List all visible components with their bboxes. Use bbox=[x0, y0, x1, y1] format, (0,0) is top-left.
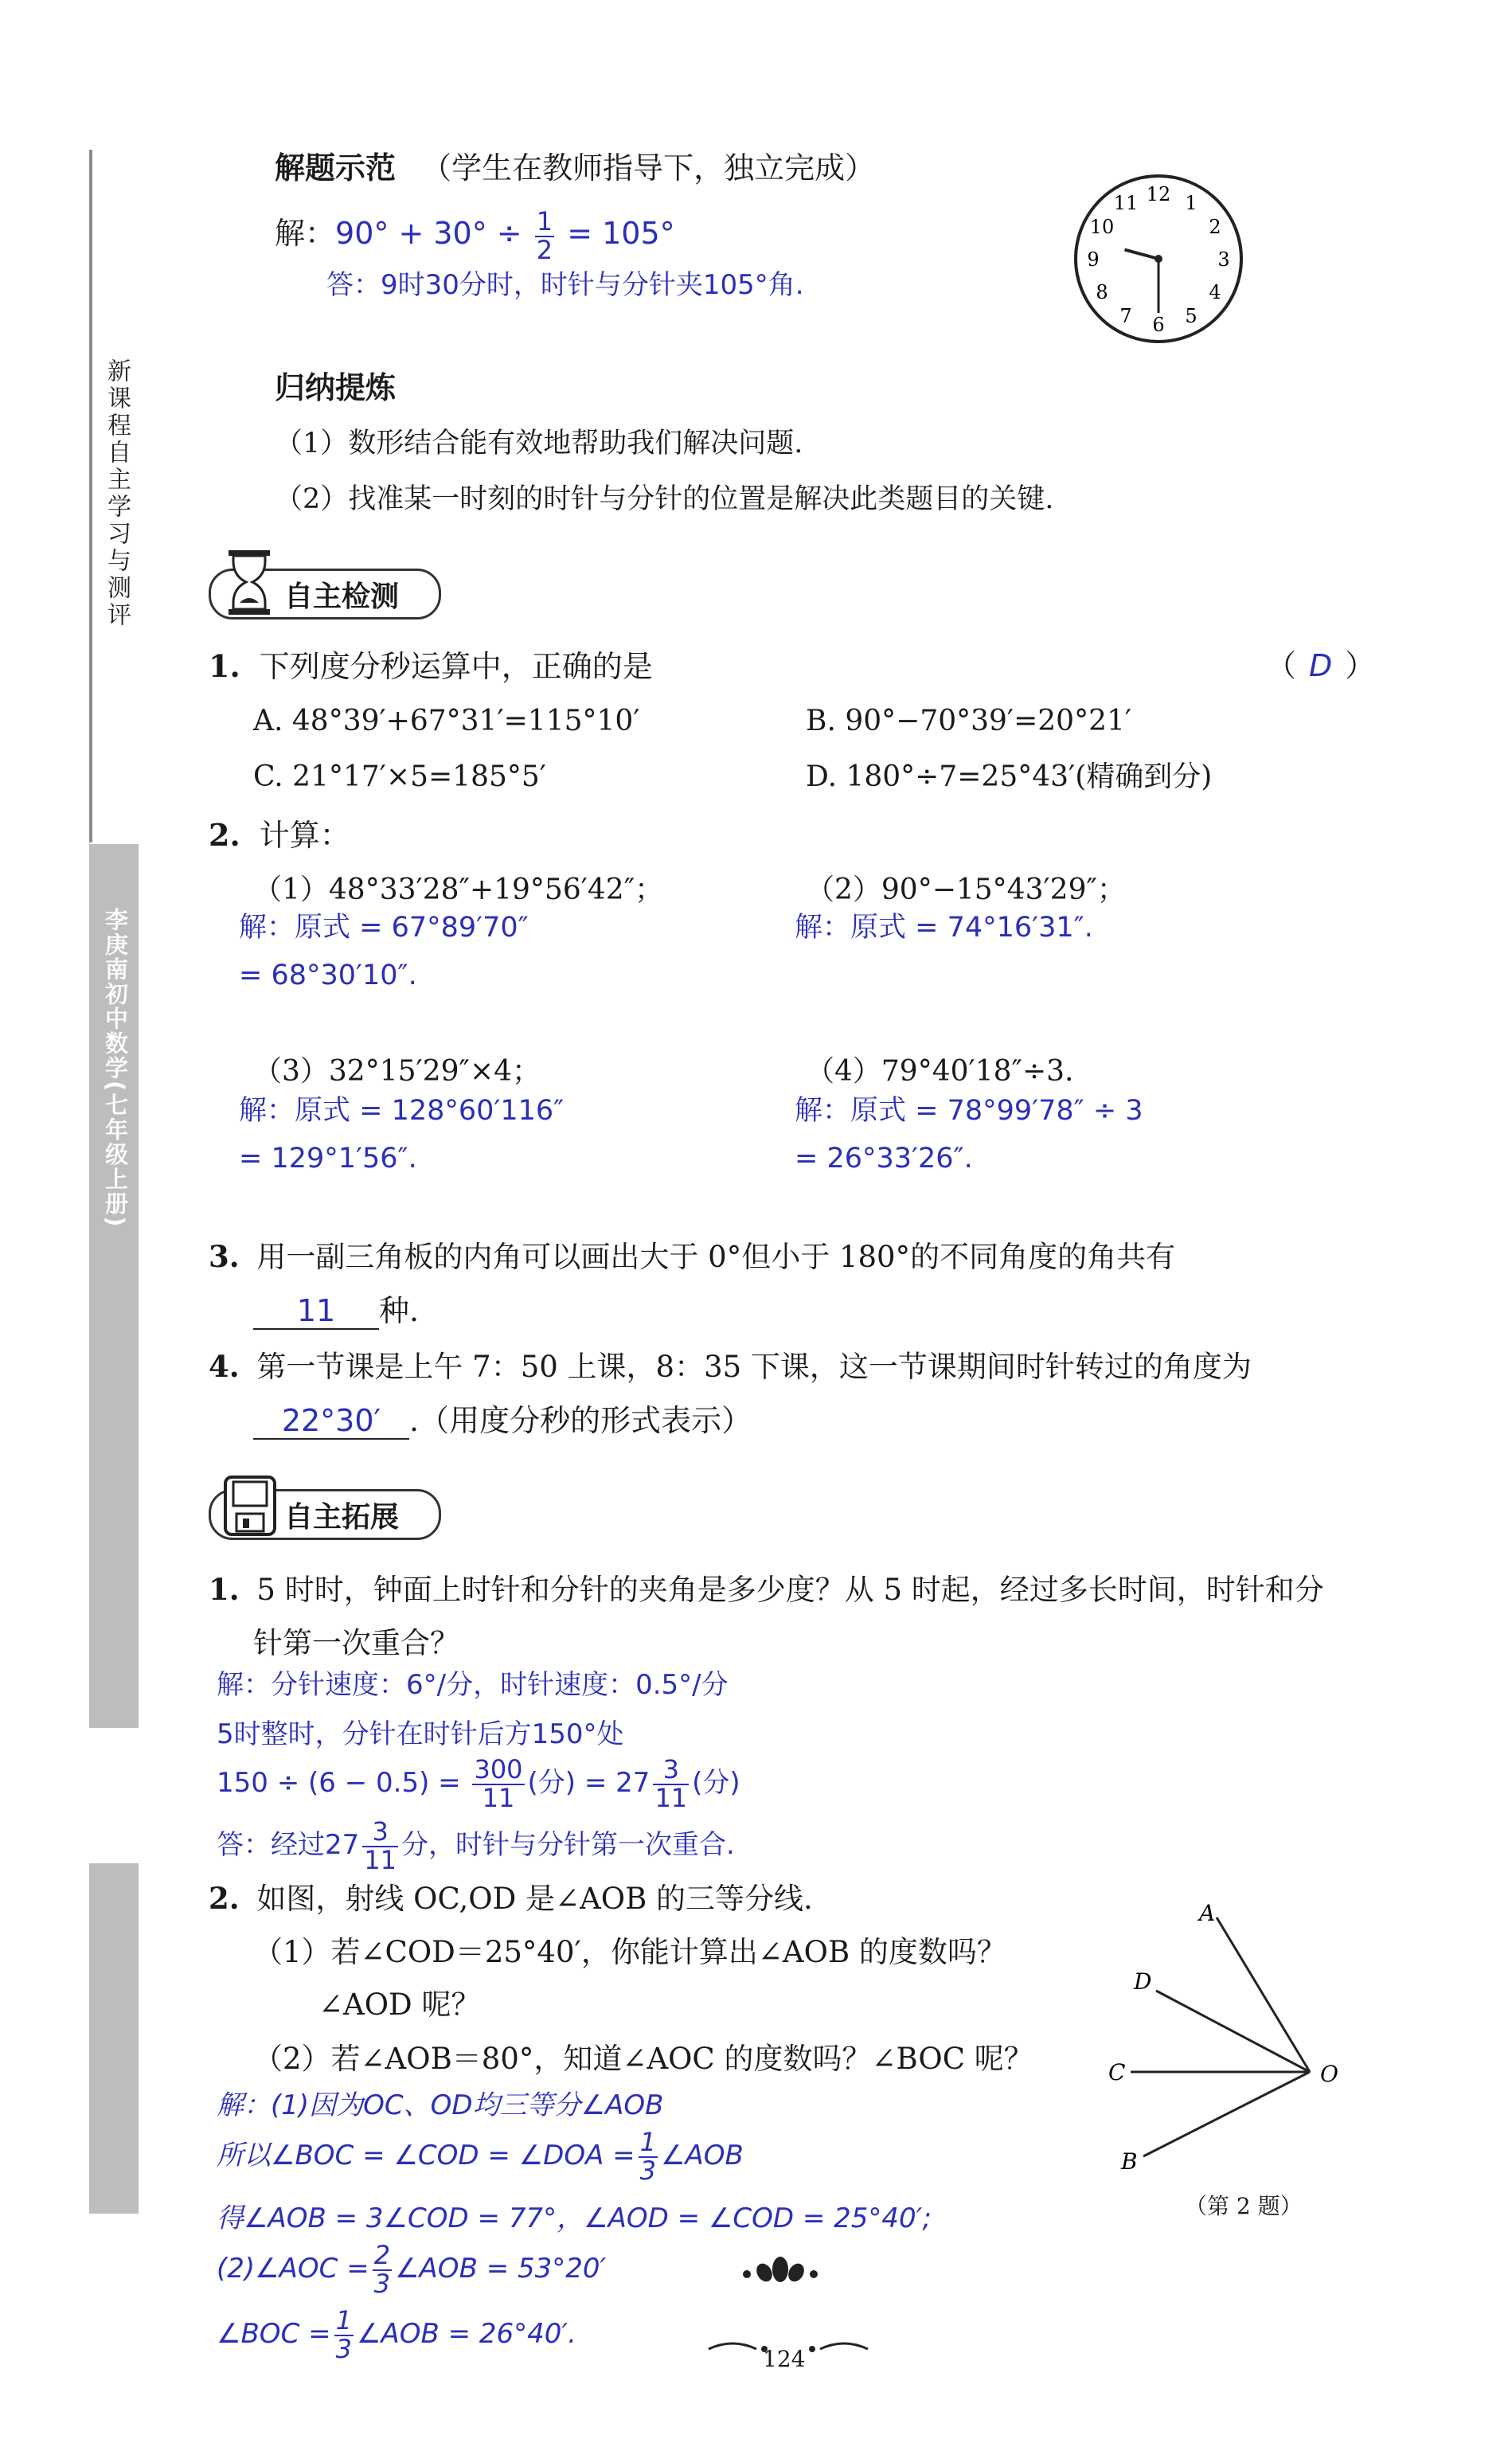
label-o: O bbox=[1320, 2061, 1338, 2087]
s1-q2-number: 2. bbox=[209, 817, 240, 853]
angle-figure bbox=[1099, 1903, 1362, 2182]
section-extension-badge bbox=[209, 1489, 441, 1540]
a2-fraction: $\frac{1}{3}$ bbox=[639, 2127, 657, 2186]
ans3-right: (分) bbox=[692, 1767, 740, 1800]
sidebar-book-title: 李庚南初中数学(七年级上册) bbox=[102, 908, 129, 1229]
sidebar-series-title: 新课程自主学习与测评 bbox=[103, 358, 131, 629]
s2-q2-ans5 bbox=[217, 2305, 576, 2364]
ans3-mid: (分) = 27 bbox=[527, 1767, 651, 1800]
s2-q2-part2: （2）若∠AOB＝80°，知道∠AOC 的度数吗？∠BOC 呢？ bbox=[253, 2042, 1033, 2076]
a5-fraction: $\frac{1}{3}$ bbox=[335, 2305, 352, 2364]
s1-q4-number: 4. bbox=[209, 1349, 240, 1384]
label-b: B bbox=[1121, 2148, 1138, 2175]
demo-title: 解题示范 bbox=[275, 150, 397, 186]
s1-q3-answer: 11 bbox=[253, 1295, 379, 1330]
s1-q2-part1-ans1: 解：原式 = 67°89′70″ bbox=[239, 912, 529, 944]
clock-number: 12 bbox=[1146, 183, 1171, 205]
clock-number: 11 bbox=[1113, 191, 1139, 214]
a5-left: ∠BOC = bbox=[217, 2318, 331, 2351]
s2-q1-text1: 5 时时，钟面上时针和分针的夹角是多少度？从 5 时起，经过多长时间，时针和分 bbox=[256, 1573, 1324, 1607]
clock-number: 10 bbox=[1089, 216, 1115, 238]
s1-q4-tail: .（用度分秒的形式表示） bbox=[409, 1403, 752, 1438]
clock-center bbox=[1155, 255, 1162, 263]
s1-q1-option-a: A. 48°39′+67°31′=115°10′ bbox=[253, 705, 640, 737]
clock-number: 3 bbox=[1217, 248, 1230, 271]
clock-number: 5 bbox=[1185, 305, 1197, 328]
s1-q4-stem bbox=[209, 1350, 1252, 1384]
s1-q2-part3-ans1: 解：原式 = 128°60′116″ bbox=[239, 1095, 565, 1127]
a4-left: (2)∠AOC = bbox=[217, 2253, 369, 2285]
s1-q1-text: 下列度分秒运算中，正确的是 bbox=[259, 649, 653, 684]
s1-q3-tail: 种. bbox=[379, 1293, 420, 1328]
section-self-check-label: 自主检测 bbox=[284, 580, 400, 613]
s2-q2-number: 2. bbox=[209, 1881, 240, 1916]
demo-fraction: $\frac{1}{2}$ bbox=[536, 206, 553, 265]
s2-q1-ans2: 5时整时，分针在时针后方150°处 bbox=[217, 1718, 624, 1750]
s2-q1-ans4 bbox=[217, 1816, 735, 1875]
s1-q2-part1: （1）48°33′28″+19°56′42″； bbox=[253, 874, 664, 906]
section-extension-label: 自主拓展 bbox=[284, 1501, 400, 1534]
label-c: C bbox=[1108, 2059, 1126, 2085]
s2-q2-part1b: ∠AOD 呢？ bbox=[318, 1988, 481, 2022]
ans3-fraction-1: $\frac{300}{11}$ bbox=[474, 1754, 523, 1813]
a2-left: 所以∠BOC = ∠COD = ∠DOA = bbox=[217, 2140, 635, 2172]
s1-q3-text: 用一副三角板的内角可以画出大于 0°但小于 180°的不同角度的角共有 bbox=[256, 1240, 1176, 1274]
s2-q2-stem bbox=[209, 1882, 813, 1916]
s1-q1-answer-paren bbox=[1266, 650, 1375, 683]
paren-left: （ bbox=[1266, 648, 1297, 683]
a4-fraction: $\frac{2}{3}$ bbox=[373, 2240, 391, 2299]
label-a: A bbox=[1199, 1903, 1216, 1926]
s2-q2-ans2 bbox=[217, 2129, 744, 2184]
ans4-right: 分，时针与分针第一次重合. bbox=[400, 1829, 735, 1862]
demo-subtitle: （学生在教师指导下，独立完成） bbox=[421, 150, 876, 186]
s2-q1-stem bbox=[209, 1573, 1324, 1607]
clock-number: 9 bbox=[1087, 248, 1100, 271]
a2-right: ∠AOB bbox=[661, 2140, 744, 2172]
ans4-fraction: $\frac{3}{11}$ bbox=[364, 1816, 397, 1875]
s2-q2-ans3: 得∠AOB = 3∠COD = 77°，∠AOD = ∠COD = 25°40′; bbox=[217, 2203, 932, 2234]
demo-expr-right: = 105° bbox=[567, 216, 675, 252]
summary-item-1: （1）数形结合能有效地帮助我们解决问题. bbox=[275, 428, 803, 459]
label-d: D bbox=[1134, 1968, 1152, 1995]
s1-q1-option-b: B. 90°−70°39′=20°21′ bbox=[806, 705, 1132, 737]
a5-right: ∠AOB = 26°40′. bbox=[356, 2318, 576, 2351]
s1-q2-part3-ans2: = 129°1′56″. bbox=[239, 1143, 417, 1175]
clock-number: 7 bbox=[1119, 305, 1132, 328]
ornament-icon bbox=[733, 2246, 828, 2285]
demo-answer: 答：9时30分时，时针与分针夹105°角. bbox=[326, 269, 804, 301]
s1-q1-answer: D bbox=[1309, 648, 1333, 683]
demo-sol-prefix: 解： bbox=[275, 216, 336, 252]
clock-number: 8 bbox=[1096, 281, 1108, 303]
s1-q2-part4-ans2: = 26°33′26″. bbox=[795, 1143, 973, 1175]
s2-q1-ans1: 解：分针速度：6°/分，时针速度：0.5°/分 bbox=[217, 1669, 729, 1701]
summary-title: 归纳提炼 bbox=[275, 369, 397, 405]
sidebar-bottom-band bbox=[89, 1863, 139, 2214]
s2-q2-part1a: （1）若∠COD＝25°40′，你能计算出∠AOB 的度数吗？ bbox=[253, 1935, 1006, 1969]
s2-q1-ans3 bbox=[217, 1754, 740, 1813]
s1-q4-answer: 22°30′ bbox=[253, 1405, 409, 1440]
s1-q2-part4-ans1: 解：原式 = 78°99′78″ ÷ 3 bbox=[795, 1095, 1143, 1127]
ray-od bbox=[1156, 1991, 1310, 2072]
section-self-check-badge bbox=[209, 569, 441, 620]
figure-caption: （第 2 题） bbox=[1185, 2193, 1303, 2219]
hourglass-icon bbox=[222, 547, 278, 619]
s1-q2-part1-ans2: = 68°30′10″. bbox=[239, 960, 417, 991]
summary-item-2: （2）找准某一时刻的时针与分针的位置是解决此类题目的关键. bbox=[275, 483, 1054, 515]
ans4-left: 答：经过27 bbox=[217, 1829, 360, 1862]
s1-q4-answer-line bbox=[253, 1405, 752, 1440]
s1-q1-option-c: C. 21°17′×5=185°5′ bbox=[253, 760, 546, 793]
clock-number: 6 bbox=[1152, 314, 1165, 336]
s1-q3-answer-line bbox=[253, 1295, 419, 1330]
s2-q2-ans1: 解：(1)因为OC、OD均三等分∠AOB bbox=[217, 2089, 664, 2121]
demo-expr-left: 90° + 30° ÷ bbox=[335, 216, 522, 252]
s1-q4-text: 第一节课是上午 7：50 上课，8：35 下课，这一节课期间时针转过的角度为 bbox=[256, 1350, 1252, 1384]
clock-number: 2 bbox=[1209, 216, 1221, 238]
ray-ob bbox=[1143, 2072, 1310, 2156]
floppy-disk-icon bbox=[222, 1474, 278, 1538]
s2-q1-text2: 针第一次重合？ bbox=[253, 1626, 459, 1660]
s1-q2-text: 计算： bbox=[259, 818, 350, 853]
s1-q2-part4: （4）79°40′18″÷3. bbox=[806, 1055, 1074, 1088]
s1-q2-part2-ans1: 解：原式 = 74°16′31″. bbox=[795, 912, 1093, 944]
s1-q1-number: 1. bbox=[209, 648, 240, 684]
s2-q2-ans4 bbox=[217, 2242, 606, 2297]
s1-q3-stem bbox=[209, 1241, 1175, 1274]
ans3-left: 150 ÷ (6 − 0.5) = bbox=[217, 1767, 461, 1800]
ray-oa bbox=[1217, 1917, 1310, 2072]
clock-figure bbox=[1071, 171, 1246, 346]
page-number: 124 bbox=[763, 2346, 806, 2372]
s1-q2-part2: （2）90°−15°43′29″； bbox=[806, 874, 1126, 906]
a4-right: ∠AOB = 53°20′ bbox=[395, 2253, 607, 2285]
demo-solution-line bbox=[275, 206, 675, 265]
paren-right: ） bbox=[1345, 648, 1376, 683]
s1-q3-number: 3. bbox=[209, 1239, 240, 1274]
clock-number: 1 bbox=[1185, 191, 1197, 214]
s1-q1-stem bbox=[209, 650, 653, 684]
s1-q2-part3: （3）32°15′29″×4； bbox=[253, 1055, 541, 1088]
ans3-fraction-2: $\frac{3}{11}$ bbox=[654, 1754, 688, 1813]
s2-q1-number: 1. bbox=[209, 1572, 240, 1607]
s1-q1-option-d: D. 180°÷7=25°43′(精确到分) bbox=[806, 760, 1213, 793]
demo-heading bbox=[275, 151, 875, 186]
s2-q2-text: 如图，射线 OC,OD 是∠AOB 的三等分线. bbox=[256, 1882, 813, 1916]
s1-q2-stem bbox=[209, 819, 350, 853]
clock-number: 4 bbox=[1209, 281, 1221, 303]
